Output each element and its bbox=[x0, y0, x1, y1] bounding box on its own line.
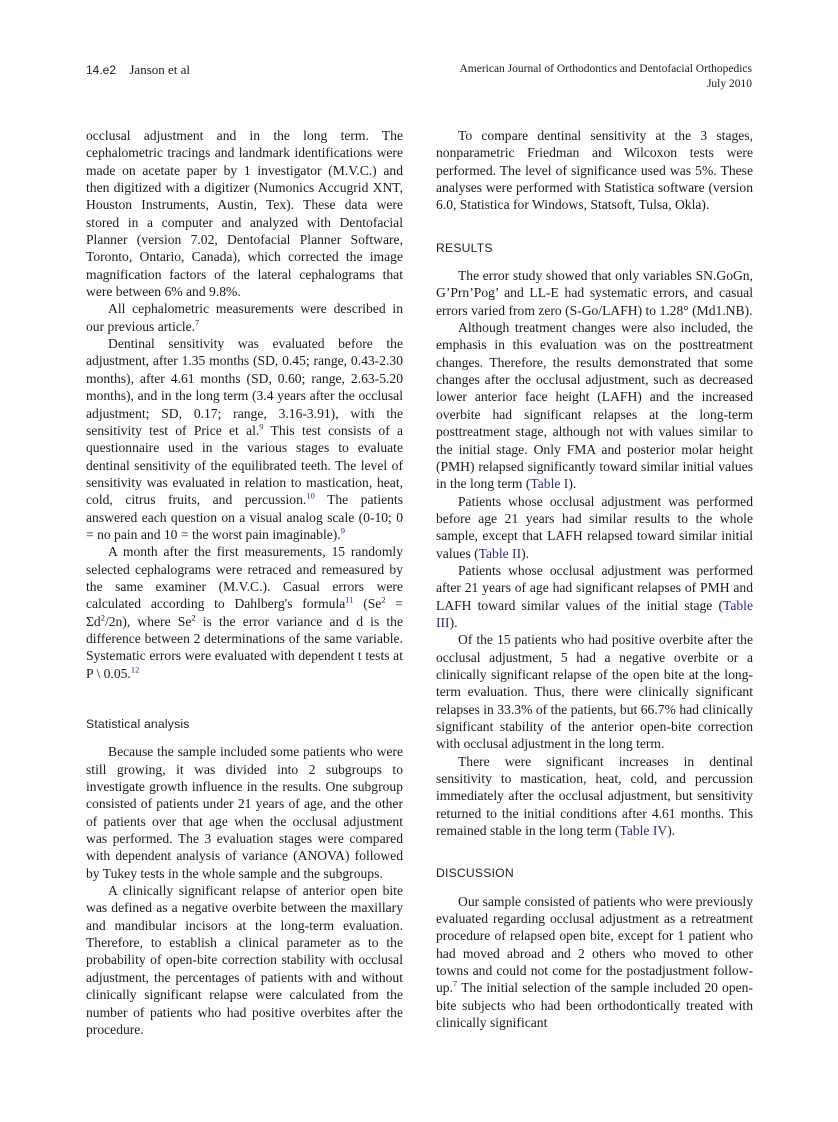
paragraph bbox=[436, 893, 753, 1032]
issue-date: July 2010 bbox=[706, 78, 752, 90]
paragraph-text: This test consists of a questionnaire used in the various stages to evaluate dentinal sensitivity of the equilibrated teeth. The level of sensitivity was evaluated in relation to mastication, heat, cold, citrus fruits, and percussion. bbox=[86, 422, 403, 508]
table-link-2[interactable]: Table II bbox=[478, 545, 522, 561]
running-header-left bbox=[86, 62, 190, 78]
running-header-right bbox=[459, 62, 752, 92]
paragraph-text: Although treatment changes were also included, the emphasis in this evaluation was on the posttreatment changes. Therefore, the results demonstrated that some changes after the occlusal adjustment, such as decreased lower anterior face height (LAFH) and the increased overbite had significant relapses at the long-term posttreatment stage, although not with values similar to the initial stage. Only FMA and posterior molar height (PMH) relapsed significantly toward similar initial values in the long term ( bbox=[436, 320, 753, 492]
paragraph-text: (Se bbox=[353, 596, 382, 612]
left-column bbox=[86, 127, 403, 1038]
superscript: 2 bbox=[381, 594, 386, 605]
citation-ref[interactable]: 11 bbox=[345, 594, 354, 605]
paragraph bbox=[436, 493, 753, 562]
section-heading-discussion: DISCUSSION bbox=[436, 866, 514, 881]
paragraph: Of the 15 patients who had positive overbite after the occlusal adjustment, 5 had a negative overbite or a clinically significant relapse of the open bite at the long-term evaluation. Thus, there were clinically significant relapses in 33.3% of the patients, but 66.7% had clinically significant stability of the anterior open-bite correction with occlusal adjustment in the long term. bbox=[436, 632, 753, 752]
table-link-4[interactable]: Table IV bbox=[619, 823, 668, 839]
paragraph-text: = Σd bbox=[86, 596, 403, 629]
paragraph-text: Dentinal sensitivity was evaluated before the adjustment, after 1.35 months (SD, 0.45; range, 0.43-2.30 months), after 4.61 months (SD, 0.60; range, 2.63-5.20 months), and in the long term (3.4 years after the occlusal adjustment; SD, 0.17; range, 3.16-3.91), with the sensitivity test of Price et al. bbox=[86, 336, 403, 438]
section-heading-statistical-analysis: Statistical analysis bbox=[86, 717, 190, 731]
paragraph bbox=[436, 319, 753, 492]
citation-ref[interactable]: 9 bbox=[340, 525, 345, 536]
journal-title: American Journal of Orthodontics and Dentofacial Orthopedics bbox=[459, 63, 752, 75]
right-column bbox=[436, 127, 753, 1032]
citation-ref[interactable]: 9 bbox=[259, 421, 264, 432]
superscript: 2 bbox=[100, 612, 105, 623]
paragraph-text: is the error variance and d is the difference between 2 determinations of the same variable. Systematic errors were evaluated with dependent t tests at P \ 0.05. bbox=[86, 613, 403, 681]
paragraph-text: A month after the first measurements, 15 randomly selected cephalograms were retraced and remeasured by the same examiner (M.V.C.). Casual errors were calculated according to Dahlberg's formula bbox=[86, 544, 403, 612]
paragraph-text: Patients whose occlusal adjustment was performed before age 21 years had similar results to the whole sample, except that LAFH relapsed toward similar initial values ( bbox=[436, 493, 753, 561]
paragraph-text: /2n), where Se bbox=[104, 613, 192, 629]
citation-ref[interactable]: 7 bbox=[195, 317, 200, 328]
citation-ref[interactable]: 7 bbox=[453, 978, 458, 989]
paragraph-text: ). bbox=[521, 545, 530, 561]
table-link-3[interactable]: Table III bbox=[436, 597, 753, 630]
citation-ref[interactable]: 10 bbox=[306, 490, 315, 501]
paragraph-text: Our sample consisted of patients who were previously evaluated regarding occlusal adjustment as a retreatment procedure of relapsed open bite, except for 1 patient who had moved abroad and 2 others who moved to other towns and could not come for the postadjustment follow-up. bbox=[436, 893, 753, 996]
paragraph: The error study showed that only variables SN.GoGn, G’Prn’Pog’ and LL-E had systematic errors, and casual errors varied from zero (S-Go/LAFH) to 1.28° (Md1.NB). bbox=[436, 268, 753, 318]
paragraph-text: ). bbox=[667, 823, 676, 839]
paragraph bbox=[86, 335, 403, 543]
running-authors: Janson et al bbox=[129, 62, 191, 77]
paragraph-text: ). bbox=[568, 476, 577, 492]
paragraph-text: The initial selection of the sample included 20 open-bite subjects who had been orthodontically treated with clinically significant bbox=[436, 980, 753, 1031]
paragraph bbox=[436, 562, 753, 631]
paragraph: To compare dentinal sensitivity at the 3 stages, nonparametric Friedman and Wilcoxon tests were performed. The level of significance used was 5%. These analyses were performed with Statistica software (version 6.0, Statistica for Windows, Statsoft, Tulsa, Okla). bbox=[436, 128, 753, 213]
paragraph-text: ). bbox=[449, 614, 458, 630]
paragraph-text: All cephalometric measurements were described in our previous article. bbox=[86, 301, 403, 334]
table-link-1[interactable]: Table I bbox=[530, 476, 569, 492]
paragraph-text: Patients whose occlusal adjustment was performed after 21 years of age had significant relapses of PMH and LAFH toward similar values of the initial stage ( bbox=[436, 562, 753, 613]
paragraph: occlusal adjustment and in the long term. The cephalometric tracings and landmark identifications were made on acetate paper by 1 investigator (M.V.C.) and then digitized with a digitizer (Numonics Accugrid XNT, Houston Instruments, Austin, Tex). These data were stored in a computer and analyzed with Dentofacial Planner (version 7.02, Dentofacial Planner Software, Toronto, Ontario, Canada), which corrected the image magnification factors of the lateral cephalograms that were between 6% and 9.8%. bbox=[86, 128, 403, 300]
page-number: 14.e2 bbox=[86, 63, 117, 77]
paragraph bbox=[436, 753, 753, 840]
paragraph-text: The patients answered each question on a visual analog scale (0-10; 0 = no pain and 10 = the worst pain imaginable). bbox=[86, 492, 404, 542]
paragraph bbox=[86, 300, 403, 335]
paragraph bbox=[86, 543, 403, 682]
paragraph-text: There were significant increases in dentinal sensitivity to mastication, heat, cold, and percussion immediately after the occlusal adjustment, but sensitivity returned to the initial conditions after 4.61 months. This remained stable in the long term ( bbox=[436, 753, 753, 839]
citation-ref[interactable]: 12 bbox=[130, 664, 140, 675]
section-heading-results: RESULTS bbox=[436, 240, 493, 255]
paragraph: A clinically significant relapse of anterior open bite was defined as a negative overbite between the maxillary and mandibular incisors at the long-term evaluation. Therefore, to establish a clinical parameter as to the probability of open-bite correction stability with occlusal adjustment, the percentages of patients with and without clinically significant relapse were calculated from the number of patients who had positive overbites after the procedure. bbox=[86, 883, 403, 1037]
superscript: 2 bbox=[191, 612, 196, 623]
paragraph: Because the sample included some patients who were still growing, it was divided into 2 subgroups to investigate growth influence in the results. One subgroup consisted of patients under 21 years of age, and the other of patients over that age when the occlusal adjustment was performed. The 3 evaluation stages were compared with dependent analysis of variance (ANOVA) followed by Tukey tests in the whole sample and the subgroups. bbox=[86, 744, 403, 881]
